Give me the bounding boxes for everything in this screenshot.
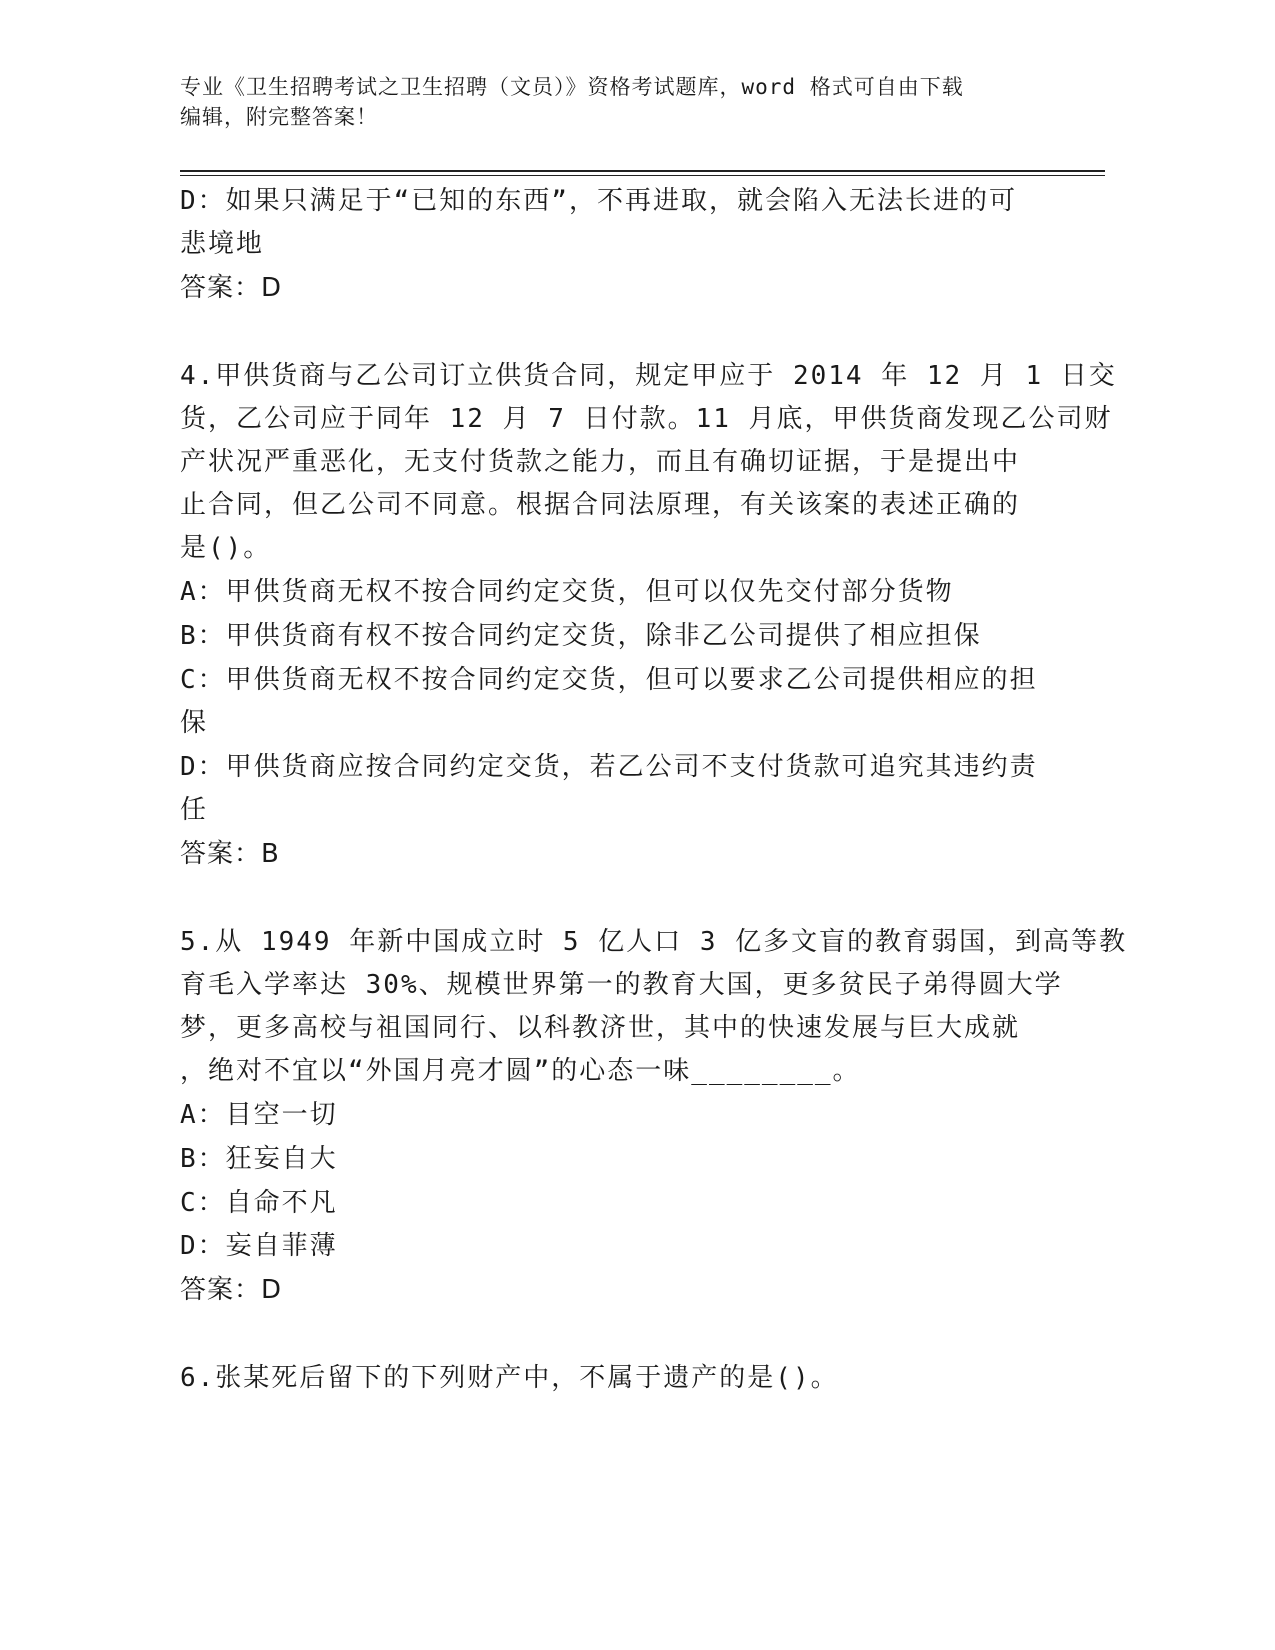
q4-stem-line-2: 货，乙公司应于同年 12 月 7 日付款。11 月底，甲供货商发现乙公司财 — [180, 404, 1113, 434]
q5-option-d: D：妄自菲薄 — [180, 1231, 338, 1261]
q5-answer: 答案：D — [180, 1275, 283, 1305]
q5-option-b: B：狂妄自大 — [180, 1144, 338, 1174]
q3-option-d-line-2: 悲境地 — [180, 229, 265, 259]
header-divider-thick — [180, 170, 1105, 172]
q5-option-c: C：自命不凡 — [180, 1188, 338, 1218]
q4-option-c-line-1: C：甲供货商无权不按合同约定交货，但可以要求乙公司提供相应的担 — [180, 665, 1038, 695]
q4-stem-line-5: 是()。 — [180, 533, 272, 563]
q4-option-d-line-1: D：甲供货商应按合同约定交货，若乙公司不支付货款可追究其违约责 — [180, 752, 1038, 782]
q5-stem-line-1: 5.从 1949 年新中国成立时 5 亿人口 3 亿多文盲的教育弱国，到高等教 — [180, 927, 1128, 957]
q4-stem-line-3: 产状况严重恶化，无支付货款之能力，而且有确切证据，于是提出中 — [180, 447, 1021, 477]
q5-stem-line-2: 育毛入学率达 30%、规模世界第一的教育大国，更多贫民子弟得圆大学 — [180, 970, 1063, 1000]
q5-stem-line-3: 梦，更多高校与祖国同行、以科教济世，其中的快速发展与巨大成就 — [180, 1013, 1021, 1043]
q4-stem-line-1: 4.甲供货商与乙公司订立供货合同，规定甲应于 2014 年 12 月 1 日交 — [180, 361, 1117, 391]
q3-answer: 答案：D — [180, 273, 283, 303]
q4-option-c-line-2: 保 — [180, 708, 209, 738]
q3-option-d-line-1: D：如果只满足于“已知的东西”，不再进取，就会陷入无法长进的可 — [180, 186, 1017, 216]
q4-option-d-line-2: 任 — [180, 795, 209, 825]
header-line-1: 专业《卫生招聘考试之卫生招聘（文员）》资格考试题库，word 格式可自由下载 — [180, 75, 964, 99]
document-header — [180, 72, 1080, 132]
q4-answer: 答案：B — [180, 839, 280, 869]
q4-option-b: B：甲供货商有权不按合同约定交货，除非乙公司提供了相应担保 — [180, 621, 982, 651]
header-line-2: 编辑，附完整答案！ — [180, 105, 378, 129]
header-divider-thin — [180, 175, 1105, 176]
q5-stem-line-4: ，绝对不宜以“外国月亮才圆”的心态一味________。 — [180, 1056, 861, 1086]
q4-option-a: A：甲供货商无权不按合同约定交货，但可以仅先交付部分货物 — [180, 577, 954, 607]
q5-option-a: A：目空一切 — [180, 1100, 338, 1130]
q6-stem: 6.张某死后留下的下列财产中，不属于遗产的是()。 — [180, 1363, 839, 1393]
q4-stem-line-4: 止合同，但乙公司不同意。根据合同法原理，有关该案的表述正确的 — [180, 490, 1021, 520]
